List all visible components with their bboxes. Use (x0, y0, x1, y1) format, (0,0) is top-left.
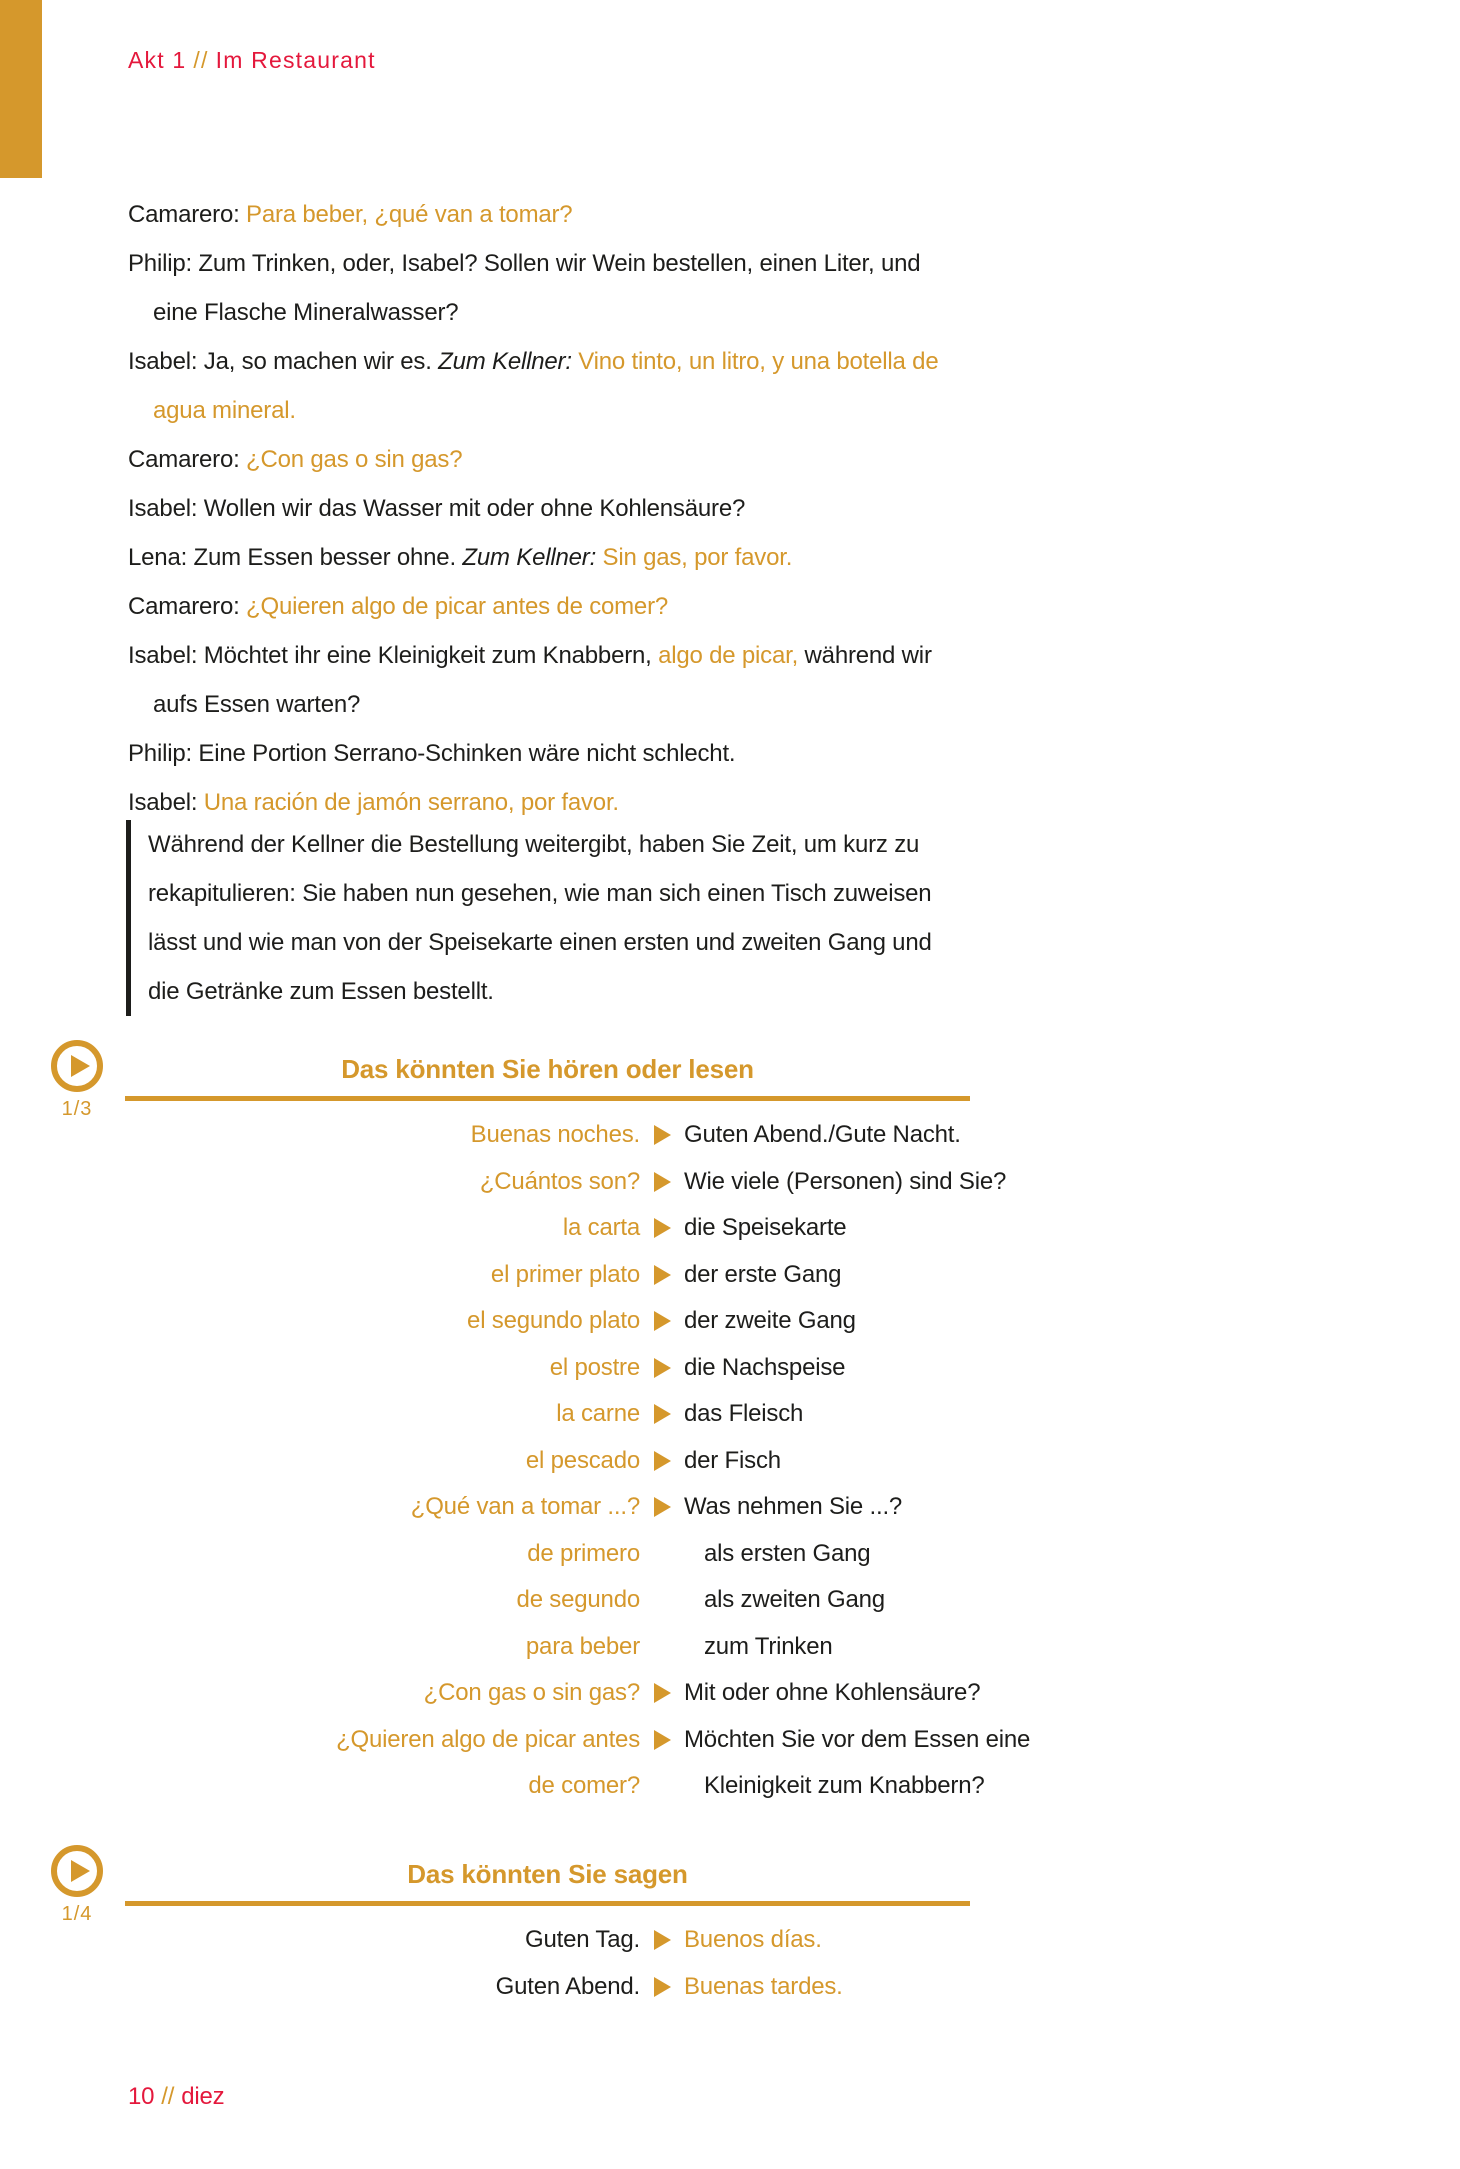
vocab-right-term: der erste Gang (684, 1260, 842, 1288)
vocab-row (128, 1345, 1030, 1392)
dialogue-line (128, 435, 938, 484)
arrow-icon (654, 1497, 671, 1517)
dialogue-segment-de: Isabel: Wollen wir das Wasser mit oder ohne Kohlensäure? (128, 495, 746, 522)
vocab-left-term: ¿Con gas o sin gas? (423, 1679, 640, 1706)
vocab-right-term: Kleinigkeit zum Knabbern? (704, 1772, 985, 1799)
vocab-right-term: der zweite Gang (684, 1307, 856, 1334)
vocab-left-term: el pescado (525, 1446, 640, 1474)
dialogue-segment-de: Camarero: (128, 201, 247, 228)
dialogue-line (128, 484, 938, 533)
vocab-left-term: de primero (527, 1539, 640, 1567)
section-heading: Das könnten Sie hören oder lesen (341, 1054, 754, 1084)
dialogue-segment-es: Vino tinto, un litro, y una botella de (578, 348, 939, 375)
vocab-left-term: de segundo (516, 1586, 640, 1613)
vocab-row (128, 1112, 1030, 1159)
dialogue-segment-de: aufs Essen warten? (153, 691, 361, 718)
vocab-right-term: die Nachspeise (684, 1353, 846, 1381)
dialogue-segment-es: agua mineral. (153, 397, 296, 424)
audio-track-label: 1/4 (61, 1903, 93, 1925)
dialogue (128, 190, 938, 827)
vocab-left-term: Guten Tag. (525, 1926, 640, 1953)
vocab-right-term: Guten Abend./Gute Nacht. (684, 1121, 961, 1148)
dialogue-segment-de: Lena: Zum Essen besser ohne. (128, 544, 463, 571)
dialogue-segment-es: Sin gas, por favor. (602, 544, 793, 571)
dialogue-segment-es: ¿Quieren algo de picar antes de comer? (246, 593, 669, 620)
arrow-cell (640, 1730, 684, 1750)
section-heading: Das könnten Sie sagen (407, 1859, 688, 1889)
vocab-row (128, 1964, 843, 2011)
vocab-right-term: der Fisch (684, 1446, 781, 1474)
note-line: Während der Kellner die Bestellung weitergibt, haben Sie Zeit, um kurz zu (148, 831, 920, 858)
arrow-icon (654, 1311, 671, 1331)
arrow-cell (640, 1125, 684, 1145)
vocab-right-term: das Fleisch (684, 1400, 804, 1427)
vocab-left-term: ¿Cuántos son? (479, 1167, 640, 1195)
arrow-icon (654, 1683, 671, 1703)
dialogue-line (128, 729, 938, 778)
vocab-right-term: zum Trinken (704, 1632, 833, 1660)
play-button[interactable] (51, 1845, 103, 1897)
dialogue-segment-de: Isabel: Ja, so machen wir es. (128, 348, 439, 375)
dialogue-segment-es: algo de picar, (658, 642, 799, 669)
arrow-cell (640, 1172, 684, 1192)
vocab-list (128, 1917, 843, 2010)
arrow-cell (640, 1977, 684, 1997)
dialogue-line (128, 631, 938, 680)
vocab-left-term: Guten Abend. (495, 1972, 640, 2000)
arrow-cell (640, 1218, 684, 1238)
arrow-icon (654, 1930, 671, 1950)
arrow-cell (640, 1358, 684, 1378)
dialogue-segment-es: ¿Con gas o sin gas? (246, 446, 463, 473)
vocab-left-term: el primer plato (490, 1260, 640, 1288)
play-icon (71, 1860, 90, 1882)
play-button[interactable] (51, 1040, 103, 1092)
dialogue-segment-de: Camarero: (128, 593, 247, 620)
vocab-right-term: Was nehmen Sie ...? (684, 1493, 903, 1520)
arrow-icon (654, 1218, 671, 1238)
vocab-left-term: de comer? (528, 1772, 640, 1799)
vocab-row (128, 1917, 843, 1964)
arrow-cell (640, 1497, 684, 1517)
dialogue-line (128, 239, 938, 288)
arrow-icon (654, 1451, 671, 1471)
dialogue-segment-de: Philip: Eine Portion Serrano-Schinken wäre nicht schlecht. (128, 740, 736, 767)
vocab-row (128, 1205, 1030, 1252)
dialogue-segment-de: während wir (798, 642, 932, 669)
vocab-row (128, 1577, 1030, 1624)
dialogue-line (128, 582, 938, 631)
header-separator: // (193, 47, 209, 73)
vocab-row (128, 1624, 1030, 1671)
note-line: lässt und wie man von der Speisekarte einen ersten und zweiten Gang und (148, 929, 932, 956)
vocab-right-term: als ersten Gang (704, 1539, 871, 1567)
section-rule (125, 1901, 970, 1906)
dialogue-segment-stage: Zum Kellner: (438, 348, 579, 375)
page-number: 10 (128, 2083, 155, 2110)
dialogue-line (128, 190, 938, 239)
dialogue-segment-es: Para beber, ¿qué van a tomar? (246, 201, 573, 228)
vocab-row (128, 1484, 1030, 1531)
vocab-left-term: el segundo plato (467, 1307, 640, 1334)
dialogue-line (128, 680, 938, 729)
vocab-left-term: la carta (562, 1214, 640, 1241)
page-title: Im Restaurant (215, 47, 376, 73)
arrow-icon (654, 1977, 671, 1997)
page-corner-band (0, 0, 42, 178)
vocab-left-term: Buenas noches. (470, 1121, 640, 1148)
vocab-right-term: Mit oder ohne Kohlensäure? (684, 1679, 981, 1706)
vocab-right-term: Buenos días. (684, 1926, 822, 1953)
vocab-row (128, 1717, 1030, 1764)
arrow-icon (654, 1730, 671, 1750)
dialogue-segment-de: Philip: Zum Trinken, oder, Isabel? Sollen wir Wein bestellen, einen Liter, und (128, 250, 921, 277)
dialogue-segment-de: Camarero: (128, 446, 247, 473)
note-text (148, 820, 932, 1016)
vocab-row (128, 1252, 1030, 1299)
dialogue-segment-de: Isabel: (128, 789, 204, 816)
vocab-row (128, 1531, 1030, 1578)
vocab-right-term: Buenas tardes. (684, 1972, 843, 2000)
arrow-cell (640, 1930, 684, 1950)
dialogue-line (128, 386, 938, 435)
arrow-cell (640, 1451, 684, 1471)
note-block (126, 820, 932, 1016)
vocab-row (128, 1763, 1030, 1810)
arrow-icon (654, 1172, 671, 1192)
vocab-right-term: Möchten Sie vor dem Essen eine (684, 1725, 1031, 1753)
note-line: rekapitulieren: Sie haben nun gesehen, wie man sich einen Tisch zuweisen (148, 880, 932, 907)
vocab-left-term: ¿Qué van a tomar ...? (410, 1493, 640, 1520)
vocab-left-term: la carne (556, 1400, 640, 1427)
vocab-left-term: el postre (549, 1353, 640, 1381)
arrow-icon (654, 1125, 671, 1145)
vocab-row (128, 1438, 1030, 1485)
vocab-right-term: die Speisekarte (684, 1214, 847, 1241)
dialogue-line (128, 533, 938, 582)
arrow-cell (640, 1265, 684, 1285)
vocab-row (128, 1298, 1030, 1345)
dialogue-segment-de: eine Flasche Mineralwasser? (153, 299, 459, 326)
page-footer (128, 2082, 224, 2112)
vocab-left-term: para beber (525, 1632, 640, 1660)
arrow-icon (654, 1265, 671, 1285)
vocab-row (128, 1391, 1030, 1438)
section-rule (125, 1096, 970, 1101)
play-icon (71, 1055, 90, 1077)
arrow-cell (640, 1404, 684, 1424)
dialogue-segment-es: Una ración de jamón serrano, por favor. (203, 789, 619, 816)
audio-track-label: 1/3 (61, 1098, 93, 1120)
dialogue-segment-stage: Zum Kellner: (462, 544, 603, 571)
dialogue-line (128, 337, 938, 386)
vocab-right-term: Wie viele (Personen) sind Sie? (684, 1167, 1007, 1195)
vocab-row (128, 1159, 1030, 1206)
arrow-icon (654, 1404, 671, 1424)
arrow-cell (640, 1683, 684, 1703)
vocab-left-term: ¿Quieren algo de picar antes (336, 1725, 640, 1753)
arrow-cell (640, 1311, 684, 1331)
note-line: die Getränke zum Essen bestellt. (148, 978, 494, 1005)
footer-separator: // (161, 2083, 175, 2110)
page-number-word: diez (181, 2083, 225, 2110)
arrow-icon (654, 1358, 671, 1378)
vocab-list (128, 1112, 1030, 1810)
vocab-right-term: als zweiten Gang (704, 1586, 885, 1613)
dialogue-line (128, 288, 938, 337)
page-header (128, 46, 376, 74)
act-label: Akt 1 (128, 47, 187, 73)
vocab-row (128, 1670, 1030, 1717)
dialogue-segment-de: Isabel: Möchtet ihr eine Kleinigkeit zum Knabbern, (128, 642, 659, 669)
